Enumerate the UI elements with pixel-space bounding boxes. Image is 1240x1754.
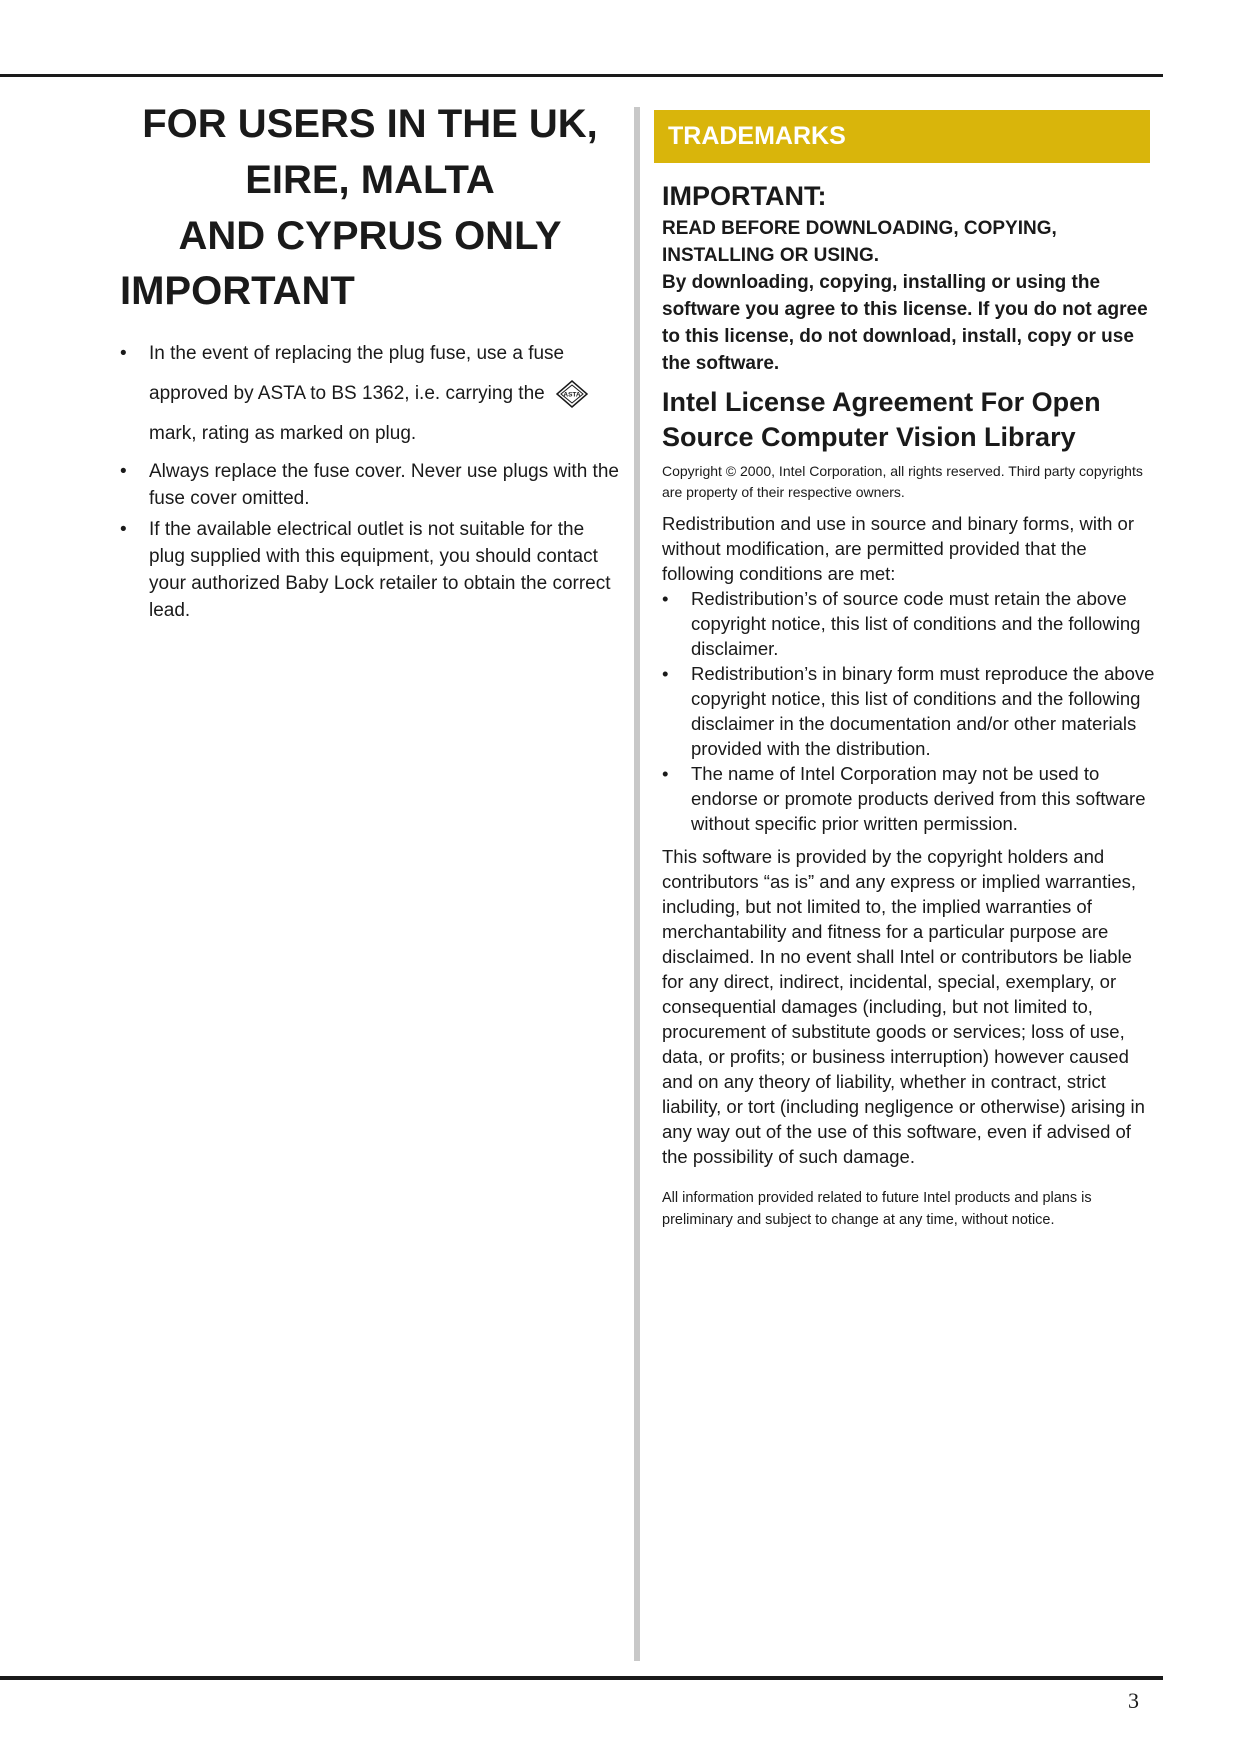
conditions-list bbox=[662, 586, 1156, 836]
top-rule bbox=[0, 74, 1163, 77]
license-title: Intel License Agreement For Open Source Computer Vision Library bbox=[662, 387, 1101, 452]
title-line: EIRE, MALTA bbox=[245, 158, 495, 202]
left-column bbox=[120, 96, 620, 628]
fuse-instructions-list bbox=[120, 334, 620, 624]
uk-section-title bbox=[120, 96, 620, 264]
important-heading: IMPORTANT: bbox=[662, 181, 827, 211]
list-item bbox=[662, 586, 1156, 661]
bullet-icon: • bbox=[120, 461, 127, 482]
page-number: 3 bbox=[1128, 1688, 1139, 1713]
asta-mark-text: ASTA bbox=[563, 391, 581, 399]
list-item bbox=[120, 516, 620, 624]
footnote: All information provided related to future Intel products and plans is preliminary and subject to change at any time, without notice. bbox=[662, 1190, 1092, 1228]
list-item bbox=[662, 661, 1156, 761]
copyright-notice: Copyright © 2000, Intel Corporation, all rights reserved. Third party copyrights are property of their respective owners. bbox=[662, 463, 1143, 500]
list-item-text: If the available electrical outlet is not suitable for the plug supplied with this equipment, you should contact your authorized Baby Lock retailer to obtain the correct lead. bbox=[149, 519, 611, 621]
bullet-icon: • bbox=[120, 519, 127, 540]
list-item-text: In the event of replacing the plug fuse, use a fuse approved by ASTA to BS 1362, i.e. carrying the bbox=[149, 343, 565, 404]
right-column bbox=[656, 110, 1156, 1231]
list-item-text: Redistribution’s in binary form must reproduce the above copyright notice, this list of conditions and the following disclaimer in the documentation and/or other materials provided with the distribution. bbox=[691, 663, 1155, 759]
list-item bbox=[120, 458, 620, 512]
bullet-icon: • bbox=[662, 763, 669, 784]
title-line: FOR USERS IN THE UK, bbox=[142, 102, 598, 146]
list-item-text: The name of Intel Corporation may not be used to endorse or promote products derived from this software without specific prior written permission. bbox=[691, 763, 1146, 834]
caps-notice: READ BEFORE DOWNLOADING, COPYING, INSTALLING OR USING. bbox=[662, 218, 1057, 266]
list-item-text: Always replace the fuse cover. Never use plugs with the fuse cover omitted. bbox=[149, 461, 619, 509]
asta-mark-icon bbox=[556, 380, 588, 408]
license-acceptance-notice: By downloading, copying, installing or using the software you agree to this license. If you do not agree to this license, do not download, install, copy or use the software. bbox=[662, 272, 1148, 374]
trademarks-header: TRADEMARKS bbox=[654, 110, 1150, 163]
column-divider bbox=[634, 107, 640, 1661]
important-heading: IMPORTANT bbox=[120, 269, 355, 313]
list-item bbox=[662, 761, 1156, 836]
bullet-icon: • bbox=[662, 663, 669, 684]
list-item-text: mark, rating as marked on plug. bbox=[149, 423, 417, 444]
list-item bbox=[120, 334, 620, 454]
redistribution-intro: Redistribution and use in source and binary forms, with or without modification, are permitted provided that the following conditions are met: bbox=[662, 513, 1134, 584]
list-item-text: Redistribution’s of source code must retain the above copyright notice, this list of conditions and the following disclaimer. bbox=[691, 588, 1141, 659]
warranty-disclaimer: This software is provided by the copyright holders and contributors “as is” and any express or implied warranties, including, but not limited to, the implied warranties of merchantability and fitness for a particular purpose are disclaimed. In no event shall Intel or contributors be liable for any direct, indirect, incidental, special, exemplary, or consequential damages (including, but not limited to, procurement of substitute goods or services; loss of use, data, or profits; or business interruption) however caused and on any theory of liability, whether in contract, strict liability, or tort (including negligence or otherwise) arising in any way out of the use of this software, even if advised of the possibility of such damage. bbox=[662, 846, 1145, 1167]
bullet-icon: • bbox=[120, 343, 127, 364]
bottom-rule bbox=[0, 1676, 1163, 1680]
bullet-icon: • bbox=[662, 588, 669, 609]
title-line: AND CYPRUS ONLY bbox=[178, 214, 562, 258]
